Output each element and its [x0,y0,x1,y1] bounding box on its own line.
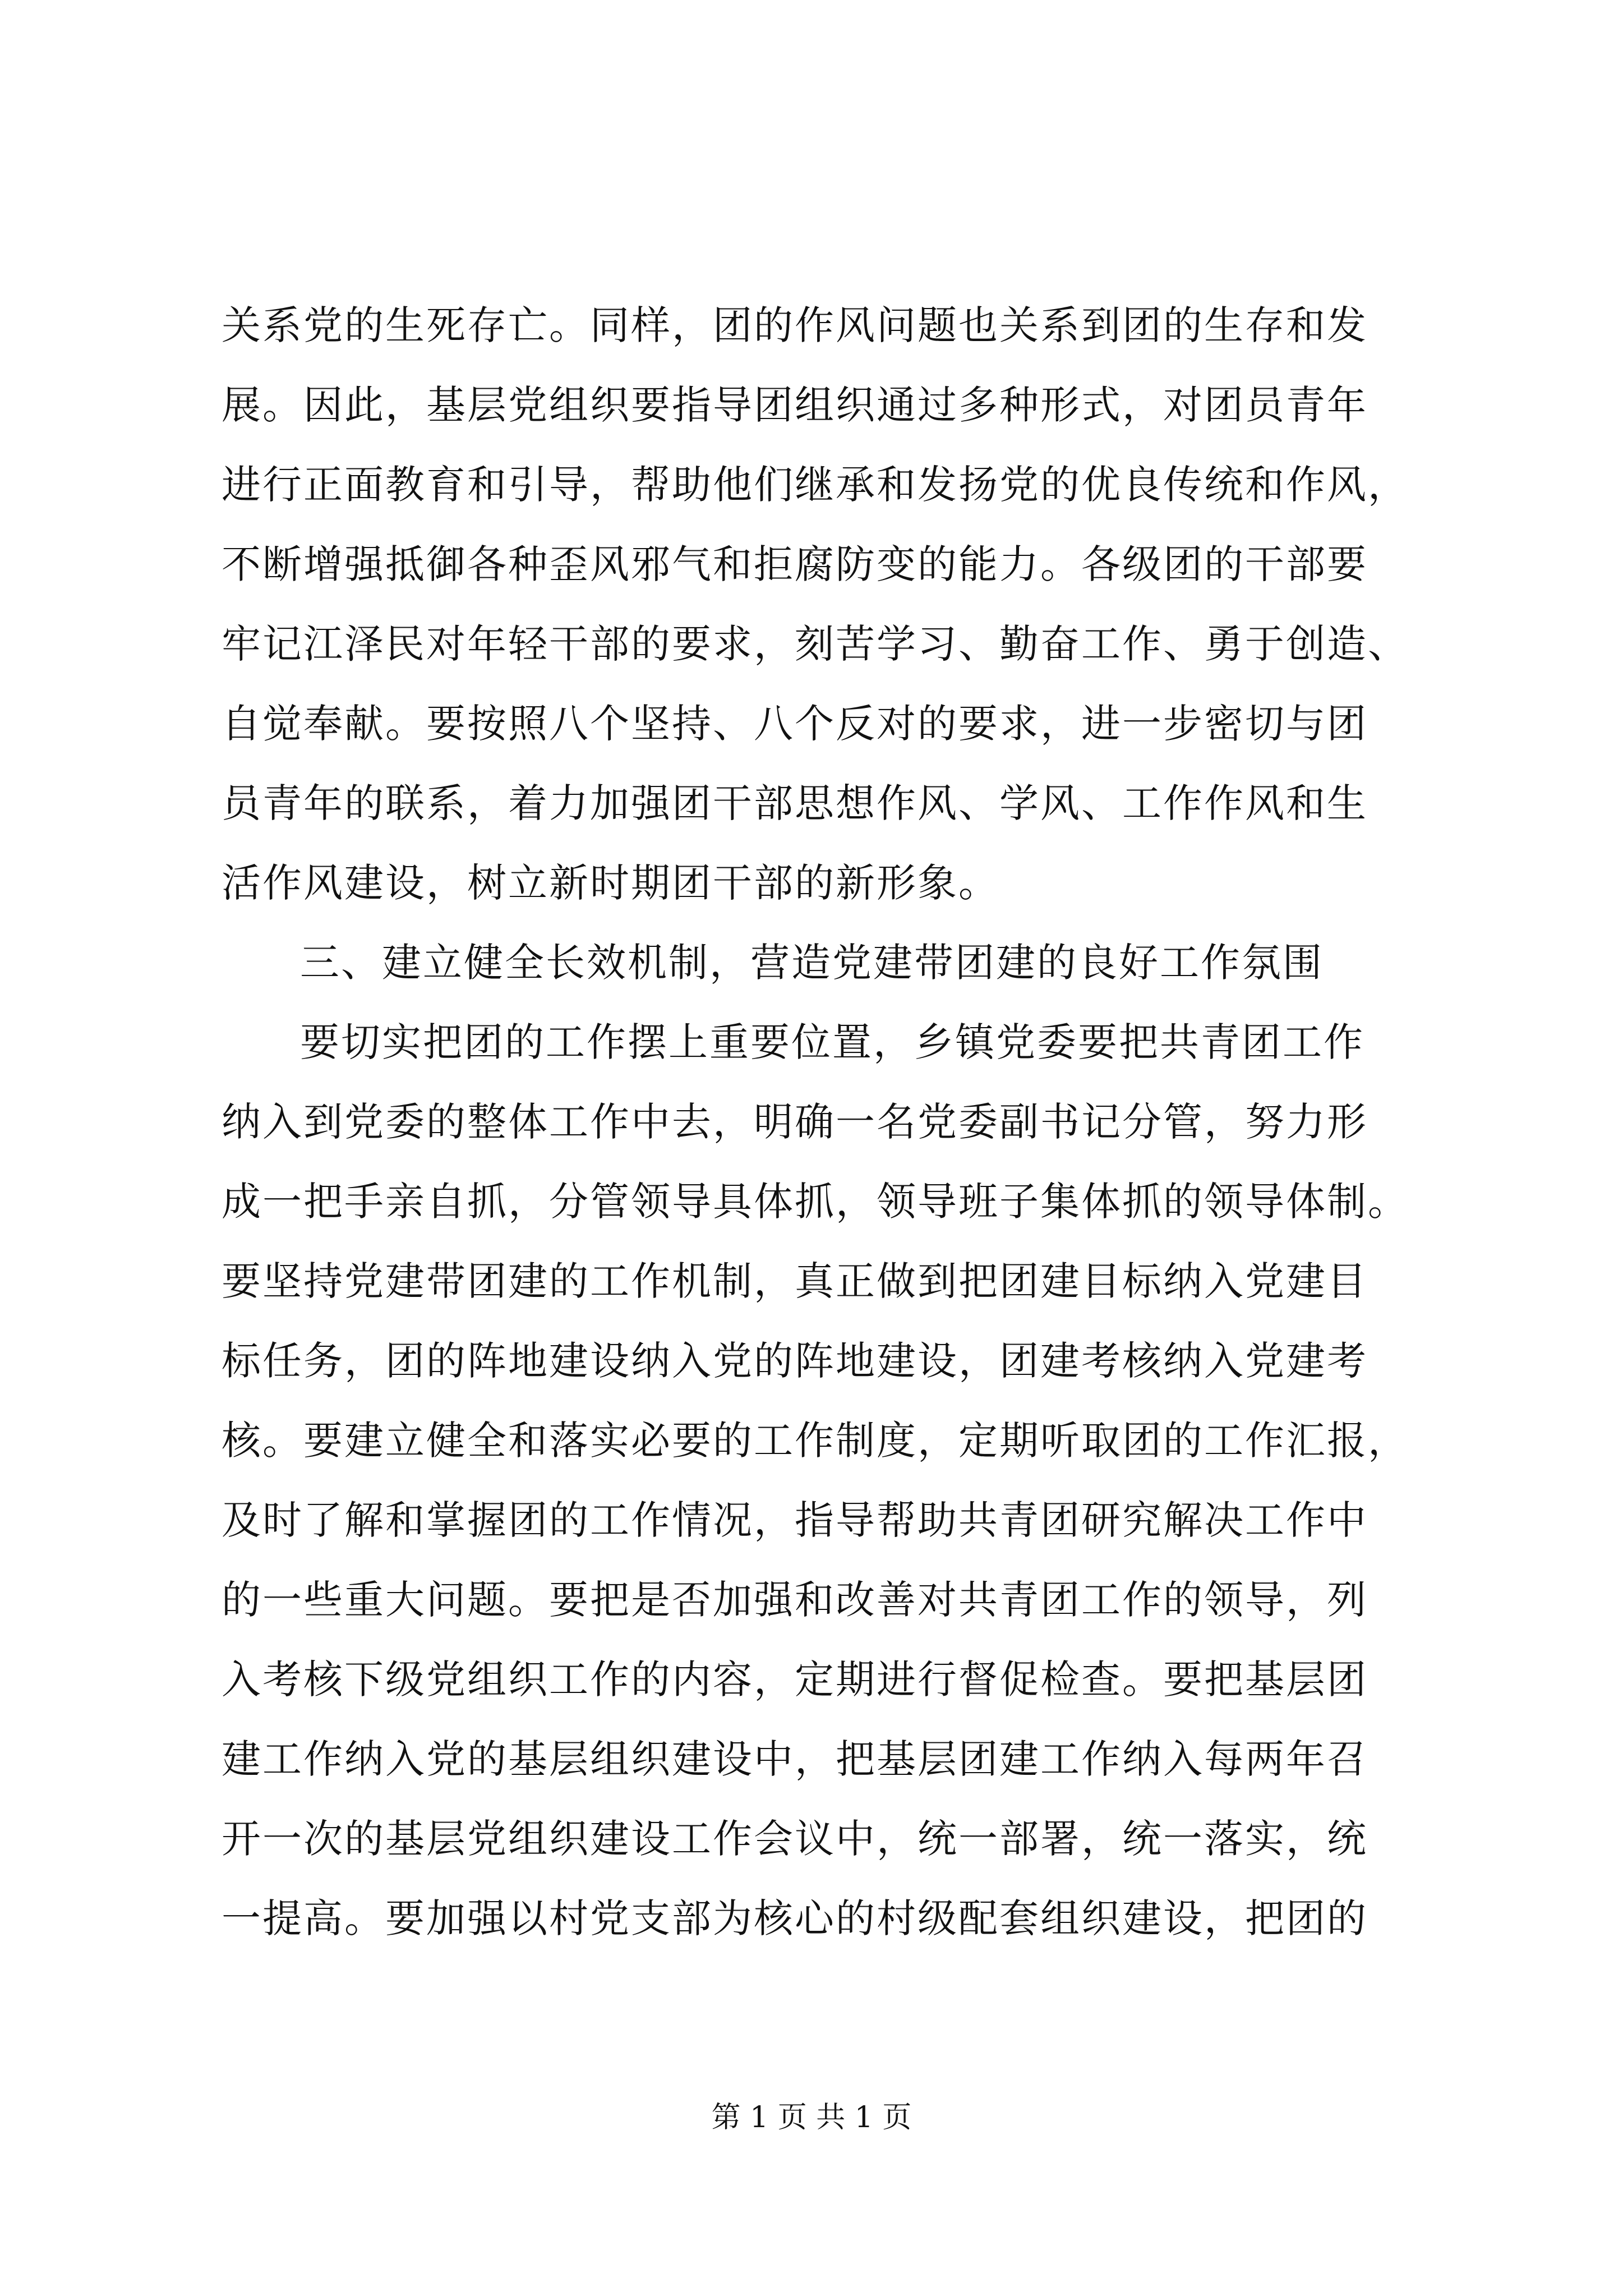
text-line: 建工作纳入党的基层组织建设中，把基层团建工作纳入每两年召 [222,1736,1368,1782]
text-line: 成一把手亲自抓，分管领导具体抓，领导班子集体抓的领导体制。 [222,1179,1409,1225]
text-line: 一提高。要加强以村党支部为核心的村级配套组织建设，把团的 [222,1895,1368,1941]
text-line: 开一次的基层党组织建设工作会议中，统一部署，统一落实，统 [222,1816,1368,1862]
text-line: 进行正面教育和引导，帮助他们继承和发扬党的优良传统和作风， [222,462,1409,508]
text-line: 核。要建立健全和落实必要的工作制度，定期听取团的工作汇报， [222,1418,1409,1464]
text-line: 入考核下级党组织工作的内容，定期进行督促检查。要把基层团 [222,1657,1368,1703]
text-line: 自觉奉献。要按照八个坚持、八个反对的要求，进一步密切与团 [222,701,1368,747]
text-line: 要坚持党建带团建的工作机制，真正做到把团建目标纳入党建目 [222,1258,1368,1304]
page-number: 第 1 页 共 1 页 [711,2101,912,2134]
text-line: 要切实把团的工作摆上重要位置，乡镇党委要把共青团工作 [300,1019,1364,1065]
text-line: 展。因此，基层党组织要指导团组织通过多种形式，对团员青年 [222,382,1368,428]
text-line: 标任务，团的阵地建设纳入党的阵地建设，团建考核纳入党建考 [222,1338,1368,1384]
text-line: 的一些重大问题。要把是否加强和改善对共青团工作的领导，列 [222,1577,1368,1623]
text-line: 牢记江泽民对年轻干部的要求，刻苦学习、勤奋工作、勇于创造、 [222,621,1409,667]
text-line: 员青年的联系，着力加强团干部思想作风、学风、工作作风和生 [222,780,1368,826]
page-footer [0,2098,1623,2137]
section-heading: 三、建立健全长效机制，营造党建带团建的良好工作氛围 [300,940,1324,986]
text-line: 不断增强抵御各种歪风邪气和拒腐防变的能力。各级团的干部要 [222,541,1368,587]
text-line: 及时了解和掌握团的工作情况，指导帮助共青团研究解决工作中 [222,1497,1368,1543]
text-line: 关系党的生死存亡。同样，团的作风问题也关系到团的生存和发 [222,302,1368,348]
text-line: 纳入到党委的整体工作中去，明确一名党委副书记分管，努力形 [222,1099,1368,1145]
text-line: 活作风建设，树立新时期团干部的新形象。 [222,860,999,906]
